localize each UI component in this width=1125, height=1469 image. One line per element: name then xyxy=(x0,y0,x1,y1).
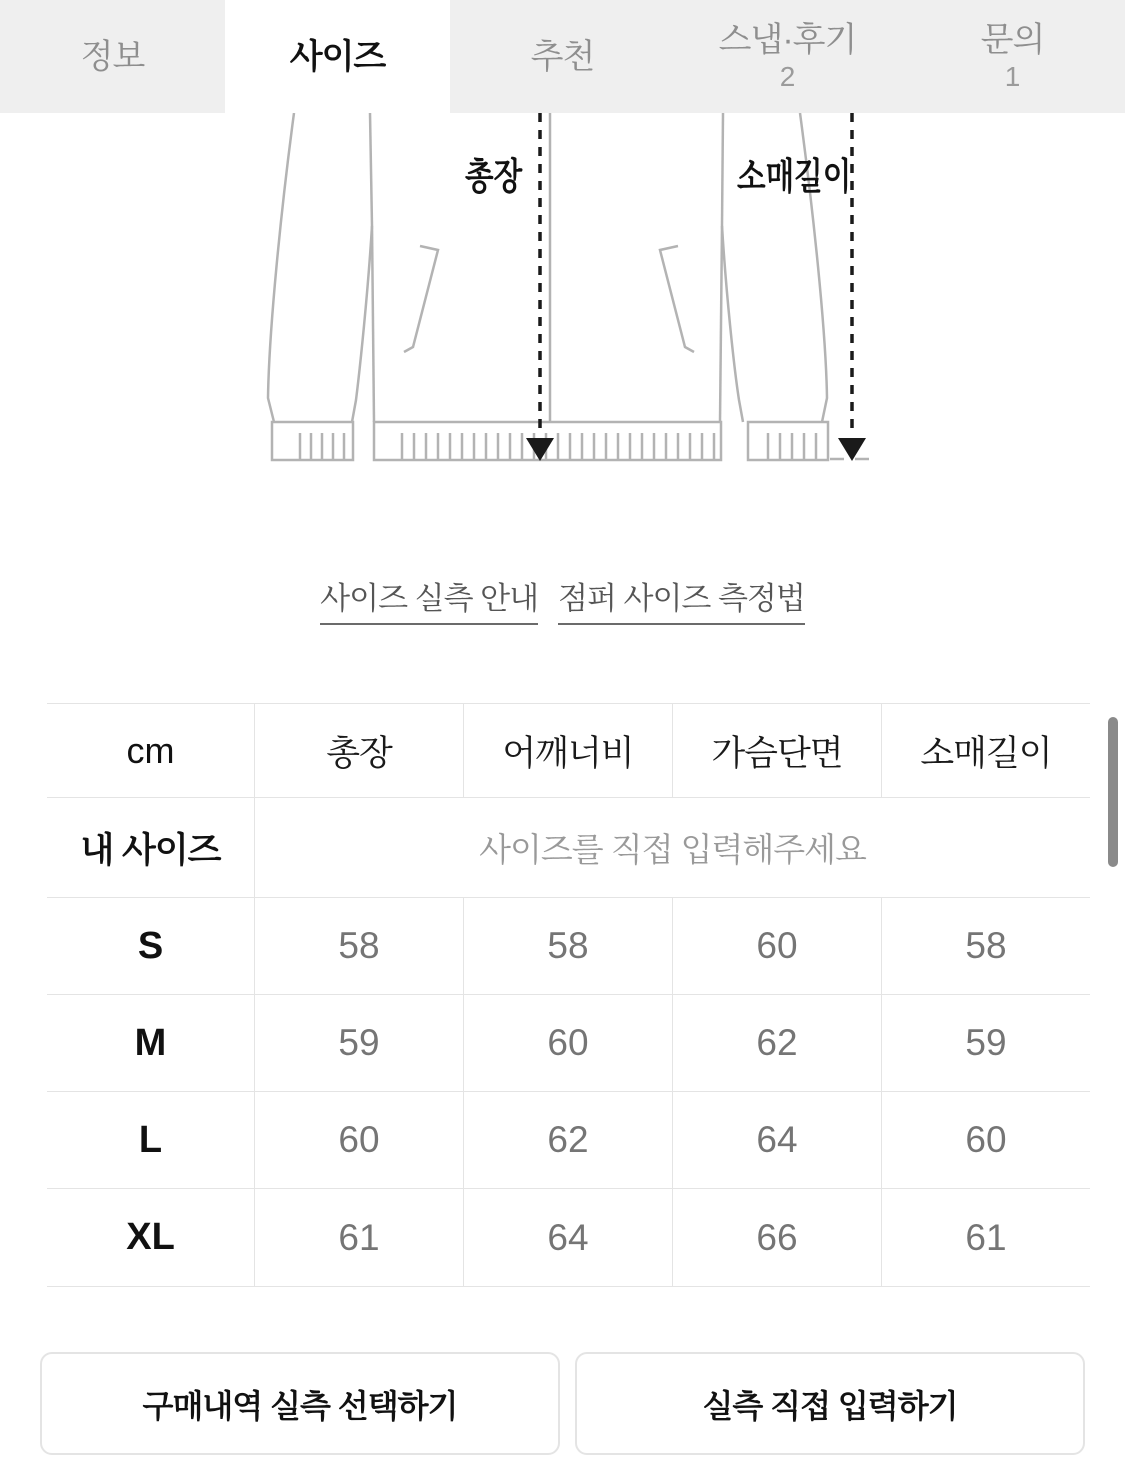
size-m-total-length: 59 xyxy=(254,995,463,1092)
tab-size-label: 사이즈 xyxy=(289,37,386,76)
size-xl-shoulder-width: 64 xyxy=(463,1189,672,1287)
size-xl-chest-width: 66 xyxy=(672,1189,881,1287)
column-header-shoulder-width: 어깨너비 xyxy=(463,704,672,798)
my-size-input-placeholder[interactable]: 사이즈를 직접 입력해주세요 xyxy=(254,798,1090,898)
column-header-chest-width: 가슴단면 xyxy=(672,704,881,798)
column-header-sleeve-length: 소매길이 xyxy=(881,704,1090,798)
tab-snap-reviews[interactable] xyxy=(675,0,900,113)
jacket-measurement-diagram xyxy=(0,113,1125,462)
tab-info-label: 정보 xyxy=(80,37,145,76)
select-purchase-measurements-button[interactable]: 구매내역 실측 선택하기 xyxy=(40,1352,560,1455)
tab-recommend-label: 추천 xyxy=(530,37,595,76)
size-s-shoulder-width: 58 xyxy=(463,898,672,995)
column-header-total-length: 총장 xyxy=(254,704,463,798)
size-l-shoulder-width: 62 xyxy=(463,1092,672,1189)
size-table xyxy=(47,703,1090,1287)
tab-snap-reviews-label: 스냅·후기 xyxy=(718,20,857,59)
table-unit-header: cm xyxy=(47,704,254,798)
size-row-s-label: S xyxy=(47,898,254,995)
sleeve-length-label: 소매길이 xyxy=(737,156,852,198)
sleeve-length-arrow xyxy=(838,438,866,461)
size-l-chest-width: 64 xyxy=(672,1092,881,1189)
tab-snap-reviews-count: 2 xyxy=(779,60,796,92)
size-l-sleeve-length: 60 xyxy=(881,1092,1090,1189)
total-length-arrow xyxy=(526,438,554,461)
tab-inquiry-label: 문의 xyxy=(980,20,1045,59)
size-m-shoulder-width: 60 xyxy=(463,995,672,1092)
enter-measurements-directly-button[interactable]: 실측 직접 입력하기 xyxy=(575,1352,1085,1455)
total-length-label: 총장 xyxy=(465,156,523,198)
size-l-total-length: 60 xyxy=(254,1092,463,1189)
scrollbar-thumb[interactable] xyxy=(1108,717,1118,867)
tab-inquiry-count: 1 xyxy=(1004,60,1021,92)
size-m-sleeve-length: 59 xyxy=(881,995,1090,1092)
tab-inquiry[interactable] xyxy=(900,0,1125,113)
size-s-total-length: 58 xyxy=(254,898,463,995)
tab-recommend[interactable] xyxy=(450,0,675,113)
my-size-row-header: 내 사이즈 xyxy=(47,798,254,898)
tab-size[interactable] xyxy=(225,0,450,113)
jumper-measure-method-link[interactable]: 점퍼 사이즈 측정법 xyxy=(558,580,805,625)
size-m-chest-width: 62 xyxy=(672,995,881,1092)
size-xl-total-length: 61 xyxy=(254,1189,463,1287)
size-row-l-label: L xyxy=(47,1092,254,1189)
size-row-xl-label: XL xyxy=(47,1189,254,1287)
size-measure-guide-link[interactable]: 사이즈 실측 안내 xyxy=(320,580,538,625)
size-xl-sleeve-length: 61 xyxy=(881,1189,1090,1287)
guide-links xyxy=(0,580,1125,625)
size-s-chest-width: 60 xyxy=(672,898,881,995)
size-row-m-label: M xyxy=(47,995,254,1092)
size-s-sleeve-length: 58 xyxy=(881,898,1090,995)
tab-bar xyxy=(0,0,1125,113)
tab-info[interactable] xyxy=(0,0,225,113)
